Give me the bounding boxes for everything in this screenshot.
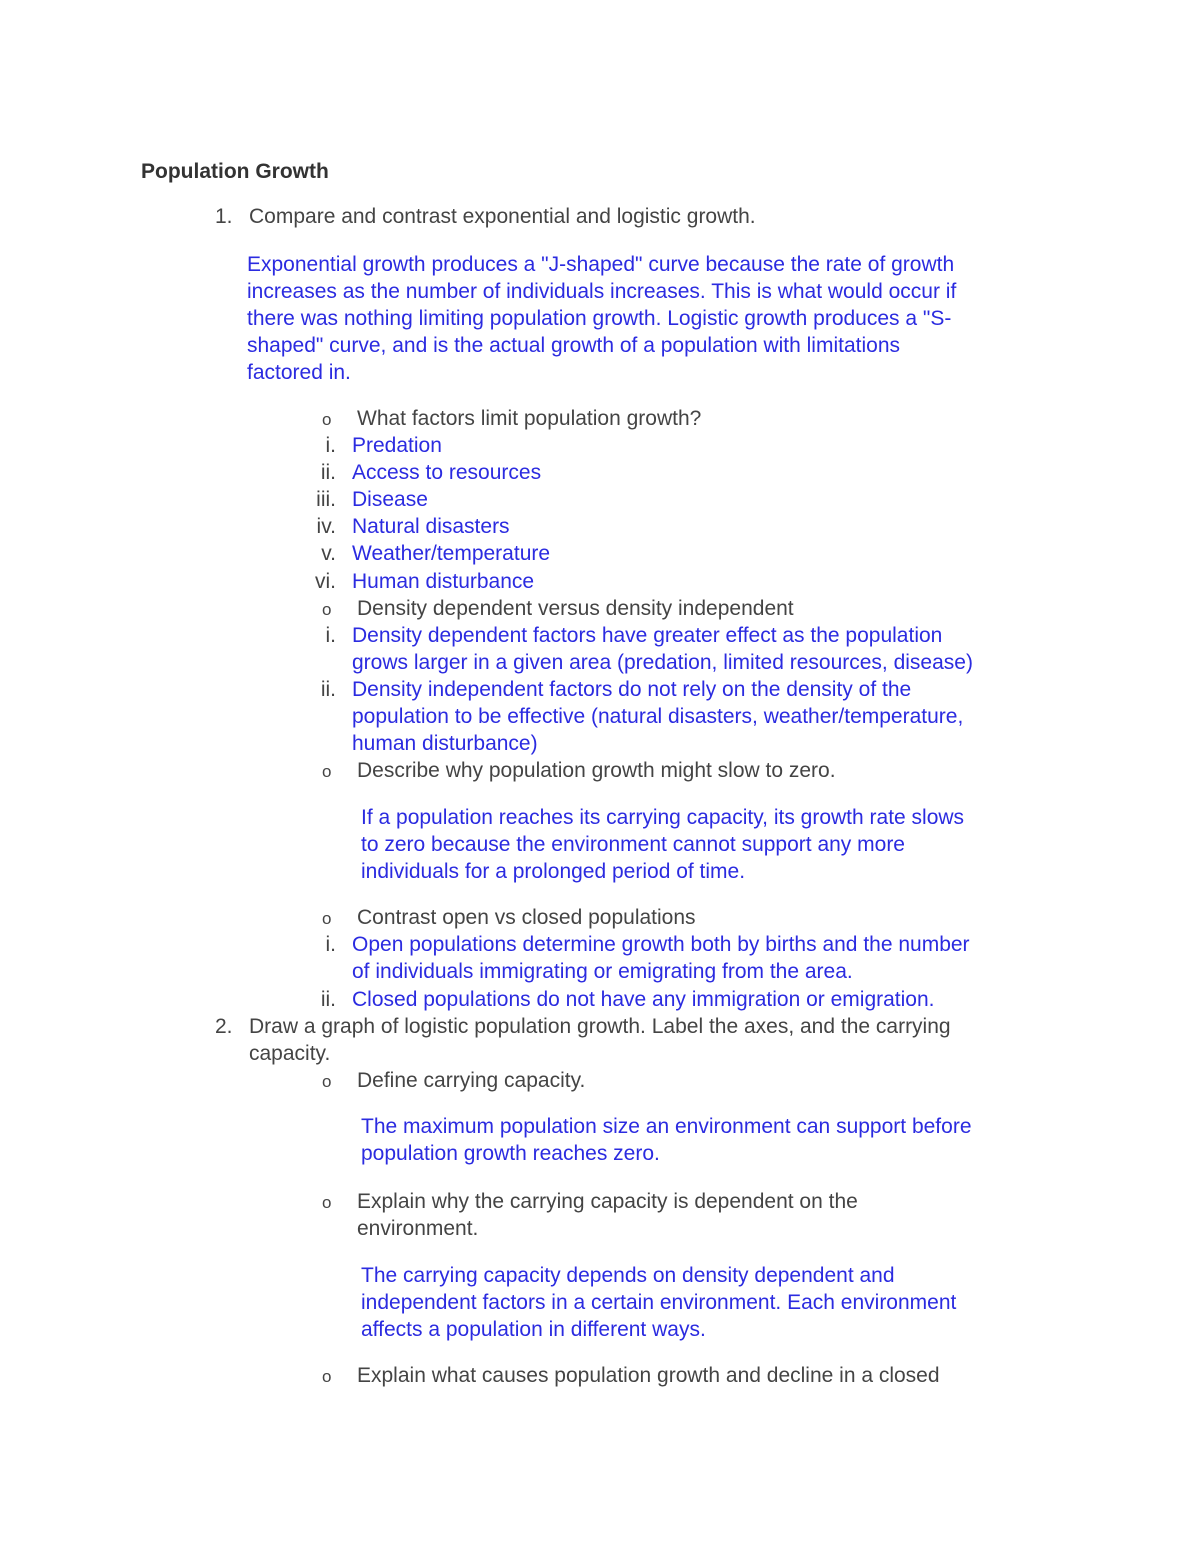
- list-item-line: Density dependent factors have greater effect as the population: [352, 624, 943, 647]
- list-item: Predation: [352, 434, 442, 457]
- subquestion-line: Explain why the carrying capacity is dependent on the: [357, 1190, 858, 1213]
- list-item-line: Density independent factors do not rely on the density of the: [352, 678, 912, 701]
- answer-paragraph: [361, 1262, 956, 1343]
- list-item-line: of individuals immigrating or emigrating from the area.: [352, 960, 853, 983]
- answer-line: population growth reaches zero.: [361, 1142, 660, 1165]
- subquestion-text: Density dependent versus density independent: [357, 597, 794, 620]
- answer-line: affects a population in different ways.: [361, 1318, 706, 1341]
- answer-line: The carrying capacity depends on density dependent and: [361, 1264, 895, 1287]
- subquestion-text: Explain what causes population growth and decline in a closed: [357, 1364, 940, 1387]
- bullet-marker: o: [322, 762, 332, 781]
- list-marker: i.: [325, 434, 336, 457]
- answer-line: Exponential growth produces a "J-shaped" curve because the rate of growth: [247, 253, 955, 276]
- list-item: Closed populations do not have any immigration or emigration.: [352, 988, 935, 1011]
- list-item: [352, 622, 973, 676]
- question-line: capacity.: [249, 1042, 331, 1065]
- list-marker: ii.: [320, 678, 336, 701]
- answer-line: The maximum population size an environment can support before: [361, 1115, 972, 1138]
- bullet-marker: o: [322, 1193, 332, 1212]
- list-marker: ii.: [320, 988, 336, 1011]
- question-line: Draw a graph of logistic population growth. Label the axes, and the carrying: [249, 1015, 951, 1038]
- bullet-marker: o: [322, 909, 332, 928]
- answer-line: shaped" curve, and is the actual growth of a population with limitations: [247, 334, 900, 357]
- list-marker: iii.: [316, 488, 336, 511]
- list-item-line: human disturbance): [352, 732, 538, 755]
- list-marker: vi.: [315, 570, 336, 593]
- question-text: Compare and contrast exponential and logistic growth.: [249, 205, 756, 228]
- subquestion-text: [357, 1188, 858, 1242]
- list-marker: v.: [321, 542, 336, 565]
- subquestion-text: Describe why population growth might slow to zero.: [357, 759, 836, 782]
- bullet-marker: o: [322, 410, 332, 429]
- answer-line: increases as the number of individuals increases. This is what would occur if: [247, 280, 957, 303]
- subquestion-text: Define carrying capacity.: [357, 1069, 586, 1092]
- answer-line: there was nothing limiting population growth. Logistic growth produces a "S-: [247, 307, 952, 330]
- list-marker: ii.: [320, 461, 336, 484]
- subquestion-text: Contrast open vs closed populations: [357, 906, 696, 929]
- list-marker: i.: [325, 933, 336, 956]
- bullet-marker: o: [322, 1072, 332, 1091]
- list-item: [352, 931, 970, 985]
- subquestion-line: environment.: [357, 1217, 479, 1240]
- list-marker: i.: [325, 624, 336, 647]
- answer-paragraph: [247, 251, 956, 386]
- list-item-line: population to be effective (natural disasters, weather/temperature,: [352, 705, 964, 728]
- answer-paragraph: [361, 1113, 972, 1167]
- answer-line: independent factors in a certain environment. Each environment: [361, 1291, 957, 1314]
- bullet-marker: o: [322, 600, 332, 619]
- bullet-marker: o: [322, 1367, 332, 1386]
- question-text: [249, 1013, 951, 1067]
- list-marker: iv.: [316, 515, 336, 538]
- page-title: Population Growth: [141, 160, 329, 183]
- answer-line: to zero because the environment cannot support any more: [361, 833, 905, 856]
- list-item: Weather/temperature: [352, 542, 551, 565]
- answer-line: individuals for a prolonged period of time.: [361, 860, 746, 883]
- answer-paragraph: [361, 804, 964, 885]
- list-item: [352, 676, 963, 757]
- list-item: Access to resources: [352, 461, 542, 484]
- list-item-line: grows larger in a given area (predation, limited resources, disease): [352, 651, 973, 674]
- subquestion-text: What factors limit population growth?: [357, 407, 702, 430]
- list-item: Disease: [352, 488, 428, 511]
- list-item: Human disturbance: [352, 570, 535, 593]
- question-number: 1.: [215, 205, 233, 228]
- list-item-line: Open populations determine growth both by births and the number: [352, 933, 970, 956]
- answer-line: If a population reaches its carrying capacity, its growth rate slows: [361, 806, 965, 829]
- list-item: Natural disasters: [352, 515, 510, 538]
- question-number: 2.: [215, 1015, 233, 1038]
- answer-line: factored in.: [247, 361, 351, 384]
